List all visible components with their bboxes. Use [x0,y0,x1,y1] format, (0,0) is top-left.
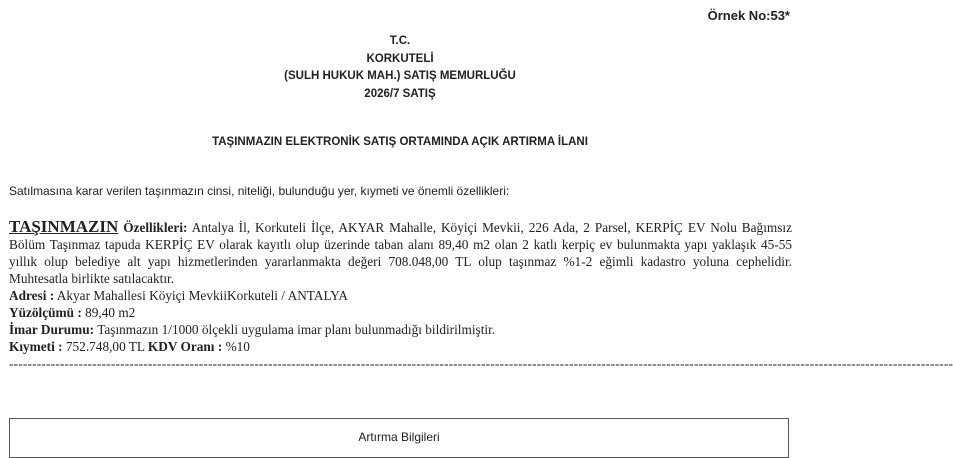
value-row [9,338,792,355]
heading-line-office: (SULH HUKUK MAH.) SATIŞ MEMURLUĞU [284,70,516,82]
property-heading-word: TAŞINMAZIN [9,217,119,236]
sample-number: Örnek No:53* [707,8,790,23]
heading-line-file-no: 2026/7 SATIŞ [364,87,436,100]
separator-line: ------------------------------------------------------------------------------------------------------------------------------------------------------------------------------------------------------------ [9,356,953,371]
area-row [9,304,792,321]
vat-value: %10 [225,339,250,354]
features-text: Antalya İl, Korkuteli İlçe, AKYAR Mahalle, Köyiçi Mevkii, 226 Ada, 2 Parsel, KERPİÇ EV Nolu Bağımsız Bölüm Taşınmaz tapuda KERPİÇ EV olarak kayıtlı olup üzerinde taban alanı 89,40 m2 olan 2 katlı kerpiç ev bulunmakta yapı yaklaşık 45-55 yıllık olup belediye alt yapı hizmetlerinden yararlanmakta değeri 708.048,00 TL olup taşınmaz %1-2 eğimli kadastro yoluna cephelidir. Muhtesatla birlikte satılacaktır. [9,220,793,286]
bid-info-title: Artırma Bilgileri [358,430,440,444]
heading-line-republic: T.C. [389,35,411,47]
property-features [9,218,792,287]
address-label: Adresi : [9,288,55,303]
office-heading [0,33,800,103]
bid-info-box [9,418,789,458]
value-amount: 752.748,00 TL [65,339,145,354]
zoning-label: İmar Durumu: [9,322,95,337]
zoning-row [9,321,792,338]
heading-line-district: KORKUTELİ [366,52,434,65]
area-value: 89,40 m2 [85,305,136,320]
address-row [9,287,792,304]
vat-label: KDV Oranı : [147,339,223,354]
intro-text: Satılmasına karar verilen taşınmazın cinsi, niteliği, bulunduğu yer, kıymeti ve önemli özellikleri: [9,184,510,198]
address-value: Akyar Mahallesi Köyiçi MevkiiKorkuteli / ANTALYA [56,288,348,303]
value-label: Kıymeti : [9,339,63,354]
area-label: Yüzölçümü : [9,305,82,320]
features-label: Özellikleri: [123,220,188,235]
property-details [9,217,953,372]
zoning-value: Taşınmazın 1/1000 ölçekli uygulama imar planı bulunmadığı bildirilmiştir. [97,322,496,337]
notice-title: TAŞINMAZIN ELEKTRONİK SATIŞ ORTAMINDA AÇIK ARTIRMA İLANI [212,136,588,148]
